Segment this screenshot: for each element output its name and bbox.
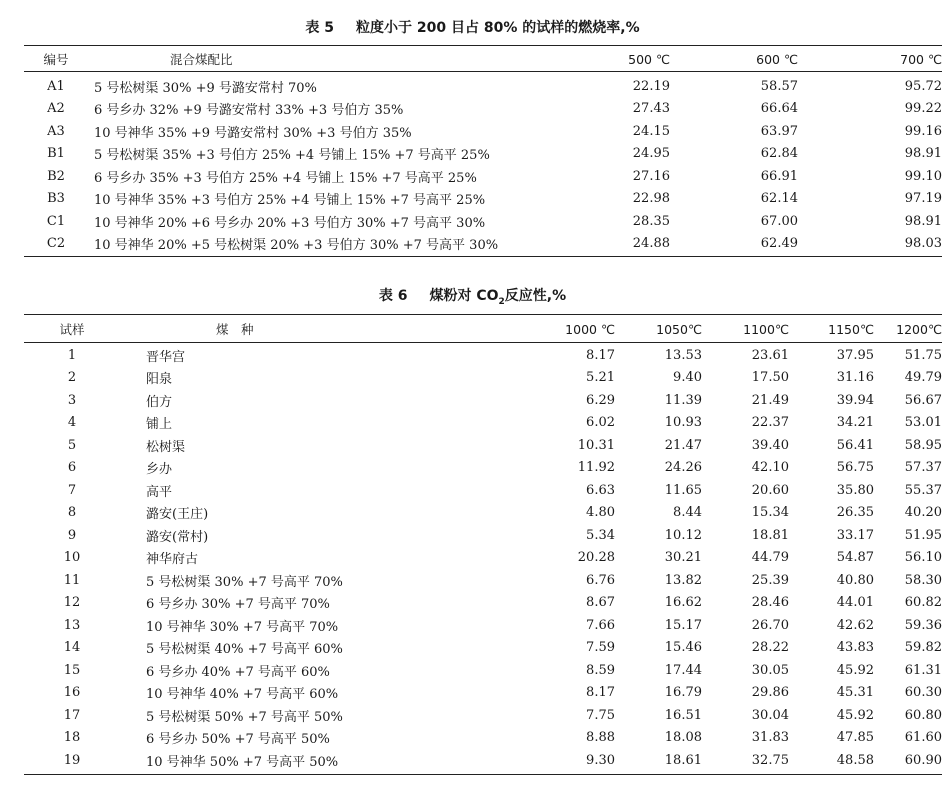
table6-cell-coal: 6 号乡办 40% +7 号高平 60% <box>146 664 330 680</box>
table6-cell-t1050: 18.61 <box>664 752 702 768</box>
table6-cell-id: 9 <box>67 527 77 543</box>
table6-cell-t1000: 6.29 <box>586 392 615 408</box>
table-row <box>24 389 942 412</box>
table6-cell-t1050: 16.51 <box>664 707 702 723</box>
table5-cell-t500: 28.35 <box>632 213 670 229</box>
table6-cell-id: 5 <box>67 437 77 453</box>
table6-cell-t1100: 21.49 <box>751 392 789 408</box>
table6-cell-coal: 5 号松树渠 40% +7 号高平 60% <box>146 642 343 658</box>
table6-cell-t1200: 61.31 <box>904 662 942 678</box>
table6-cell-t1000: 8.59 <box>586 662 615 678</box>
table6-cell-t1200: 40.20 <box>904 505 942 521</box>
table6-cell-id: 12 <box>63 595 81 611</box>
table-row <box>24 188 942 211</box>
table5-cell-t700: 99.16 <box>904 123 942 139</box>
table6-cell-t1000: 11.92 <box>577 460 615 476</box>
table6-cell-t1150: 56.75 <box>836 460 874 476</box>
table6-cell-t1200: 56.10 <box>904 550 942 566</box>
table6-cell-t1200: 60.30 <box>904 685 942 701</box>
table5-cell-t600: 63.97 <box>760 123 798 139</box>
table6-cell-t1000: 6.63 <box>586 482 615 498</box>
table5-top-rule <box>24 45 942 46</box>
table6-header-1100: 1100℃ <box>743 321 789 337</box>
table5-title: 粒度小于 200 目占 80% 的试样的燃烧率,% <box>356 20 640 36</box>
table6-cell-t1150: 45.92 <box>836 707 874 723</box>
table6-cell-coal: 潞安(常村) <box>146 529 209 545</box>
table5-header-600: 600 ℃ <box>756 51 798 67</box>
table6-cell-coal: 10 号神华 30% +7 号高平 70% <box>146 619 339 635</box>
table6-cell-t1100: 28.22 <box>751 640 789 656</box>
table-row <box>24 547 942 570</box>
table5-cell-t700: 98.91 <box>904 213 942 229</box>
table5-cell-id: A1 <box>47 78 65 94</box>
table-row <box>24 682 942 705</box>
table6-cell-t1150: 34.21 <box>836 415 874 431</box>
table-row <box>24 524 942 547</box>
table5-caption <box>0 17 945 37</box>
table5-cell-t600: 67.00 <box>760 213 798 229</box>
table-row <box>24 165 942 188</box>
table6-cell-id: 11 <box>63 572 81 588</box>
table6-cell-id: 17 <box>63 707 81 723</box>
table6-cell-t1050: 13.82 <box>664 572 702 588</box>
table5-header-500: 500 ℃ <box>628 51 670 67</box>
table-row <box>24 143 942 166</box>
table6-cell-t1200: 58.30 <box>904 572 942 588</box>
table5-header <box>24 48 942 71</box>
table6-label: 表 6 <box>378 288 408 304</box>
table6-title-suffix: 反应性,% <box>504 288 567 304</box>
table6-cell-t1000: 7.59 <box>586 640 615 656</box>
table6-cell-t1000: 4.80 <box>586 505 615 521</box>
table6-cell-id: 19 <box>63 752 81 768</box>
table6-cell-t1150: 26.35 <box>836 505 874 521</box>
table5-cell-mix: 6 号乡办 35% +3 号伯方 25% +4 号铺上 15% +7 号高平 25% <box>94 170 477 186</box>
table6-cell-coal: 高平 <box>146 484 173 500</box>
table5-header-mix: 混合煤配比 <box>170 52 233 68</box>
table6-cell-t1100: 22.37 <box>751 415 789 431</box>
table6-cell-t1050: 8.44 <box>673 505 702 521</box>
table6-cell-t1100: 18.81 <box>751 527 789 543</box>
table6-cell-t1050: 15.46 <box>664 640 702 656</box>
table6-cell-t1150: 37.95 <box>836 347 874 363</box>
table6-cell-id: 10 <box>63 550 81 566</box>
table-row <box>24 233 942 256</box>
table6-cell-t1000: 7.66 <box>586 617 615 633</box>
table6-cell-coal: 伯方 <box>146 394 173 410</box>
table6-cell-t1050: 21.47 <box>664 437 702 453</box>
table-row <box>24 614 942 637</box>
table-row <box>24 367 942 390</box>
table6-cell-t1100: 30.05 <box>751 662 789 678</box>
table5-cell-mix: 10 号神华 20% +5 号松树渠 20% +3 号伯方 30% +7 号高平 30% <box>94 238 499 254</box>
table6-cell-coal: 阳泉 <box>146 372 173 388</box>
table6-cell-t1000: 9.30 <box>586 752 615 768</box>
table6-cell-t1100: 31.83 <box>751 730 789 746</box>
table6-header-1050: 1050℃ <box>656 321 702 337</box>
table6-cell-t1000: 6.76 <box>586 572 615 588</box>
table6-cell-t1050: 13.53 <box>664 347 702 363</box>
table6-top-rule <box>24 314 942 315</box>
table6-cell-t1200: 51.75 <box>904 347 942 363</box>
table5-cell-t600: 62.49 <box>760 236 798 252</box>
table6-cell-t1150: 47.85 <box>836 730 874 746</box>
table6-cell-t1050: 10.12 <box>664 527 702 543</box>
table6-cell-t1000: 10.31 <box>577 437 615 453</box>
table6-cell-id: 16 <box>63 685 81 701</box>
table6-cell-t1050: 18.08 <box>664 730 702 746</box>
table6-cell-coal: 6 号乡办 30% +7 号高平 70% <box>146 597 330 613</box>
table-row <box>24 479 942 502</box>
table5-header-id: 编号 <box>43 52 69 68</box>
table6-header-1150: 1150℃ <box>828 321 874 337</box>
table5-label: 表 5 <box>305 20 335 36</box>
table-row <box>24 727 942 750</box>
table6-cell-id: 3 <box>67 392 77 408</box>
table5-cell-t500: 22.98 <box>632 191 670 207</box>
table6-cell-coal: 6 号乡办 50% +7 号高平 50% <box>146 732 330 748</box>
table6-cell-t1100: 44.79 <box>751 550 789 566</box>
table6-cell-coal: 10 号神华 40% +7 号高平 60% <box>146 687 339 703</box>
table-row <box>24 637 942 660</box>
table-row <box>24 434 942 457</box>
table5-cell-mix: 5 号松树渠 35% +3 号伯方 25% +4 号铺上 15% +7 号高平 25% <box>94 148 490 164</box>
table6-cell-t1000: 5.34 <box>586 527 615 543</box>
table6-cell-coal: 10 号神华 50% +7 号高平 50% <box>146 754 339 770</box>
table6-cell-t1200: 61.60 <box>904 730 942 746</box>
table-row <box>24 75 942 98</box>
table6-cell-t1200: 60.82 <box>904 595 942 611</box>
table6-cell-coal: 5 号松树渠 30% +7 号高平 70% <box>146 574 343 590</box>
table5-cell-t500: 24.88 <box>632 236 670 252</box>
table6-cell-t1000: 5.21 <box>586 370 615 386</box>
table6-cell-t1000: 6.02 <box>586 415 615 431</box>
table6-cell-id: 18 <box>63 730 81 746</box>
table6-cell-t1200: 55.37 <box>904 482 942 498</box>
table5-header-700: 700 ℃ <box>900 51 942 67</box>
table6-cell-t1100: 20.60 <box>751 482 789 498</box>
table6-cell-t1050: 9.40 <box>673 370 702 386</box>
table6-cell-t1050: 10.93 <box>664 415 702 431</box>
table6-cell-t1050: 16.62 <box>664 595 702 611</box>
table-row <box>24 412 942 435</box>
table-row <box>24 210 942 233</box>
table6-header-id: 试样 <box>59 322 85 338</box>
table6-cell-coal: 5 号松树渠 50% +7 号高平 50% <box>146 709 343 725</box>
table6-cell-t1150: 35.80 <box>836 482 874 498</box>
table-row <box>24 120 942 143</box>
table5-cell-mix: 10 号神华 35% +3 号伯方 25% +4 号铺上 15% +7 号高平 25% <box>94 193 486 209</box>
table6-cell-t1100: 32.75 <box>751 752 789 768</box>
table5-cell-id: A3 <box>47 123 65 139</box>
table-row <box>24 569 942 592</box>
table6-cell-t1000: 7.75 <box>586 707 615 723</box>
table6-cell-coal: 铺上 <box>146 417 173 433</box>
table6-cell-t1150: 45.31 <box>836 685 874 701</box>
table6-cell-id: 8 <box>67 505 77 521</box>
table6-cell-t1100: 28.46 <box>751 595 789 611</box>
table6-header-1000: 1000 ℃ <box>565 321 615 337</box>
table6-cell-t1150: 54.87 <box>836 550 874 566</box>
table6-cell-id: 13 <box>63 617 81 633</box>
table6-header-coal: 煤 种 <box>216 322 254 338</box>
table6-cell-t1200: 59.82 <box>904 640 942 656</box>
table6-cell-t1150: 44.01 <box>836 595 874 611</box>
table5-cell-t600: 62.14 <box>760 191 798 207</box>
table6-cell-coal: 晋华宫 <box>146 349 186 365</box>
table5-cell-mix: 10 号神华 20% +6 号乡办 20% +3 号伯方 30% +7 号高平 30% <box>94 215 486 231</box>
table5-cell-mix: 6 号乡办 32% +9 号潞安常村 33% +3 号伯方 35% <box>94 103 404 119</box>
table6-header-1200: 1200℃ <box>896 321 942 337</box>
table5-cell-t600: 66.91 <box>760 168 798 184</box>
table-row <box>24 704 942 727</box>
table5-cell-id: A2 <box>47 101 65 117</box>
table6-cell-t1050: 17.44 <box>664 662 702 678</box>
table5-cell-t700: 95.72 <box>904 78 942 94</box>
table6-cell-id: 7 <box>67 482 77 498</box>
table6-cell-t1100: 23.61 <box>751 347 789 363</box>
table5-cell-id: B2 <box>47 168 65 184</box>
table6-cell-t1150: 56.41 <box>836 437 874 453</box>
table6-cell-t1100: 15.34 <box>751 505 789 521</box>
table5-cell-t700: 98.91 <box>904 146 942 162</box>
table5-cell-t500: 27.16 <box>632 168 670 184</box>
table6-title-prefix: 煤粉对 CO <box>429 288 499 304</box>
table-row <box>24 98 942 121</box>
table6-bottom-rule <box>24 774 942 775</box>
table6-cell-t1000: 8.67 <box>586 595 615 611</box>
table6-cell-t1150: 43.83 <box>836 640 874 656</box>
table-row <box>24 457 942 480</box>
table5-header-rule <box>24 71 942 72</box>
table6-cell-t1050: 30.21 <box>664 550 702 566</box>
table6-cell-t1050: 11.39 <box>664 392 702 408</box>
table6-body <box>24 344 942 772</box>
table5-cell-t600: 58.57 <box>760 78 798 94</box>
table6-cell-t1200: 59.36 <box>904 617 942 633</box>
table6-cell-t1100: 30.04 <box>751 707 789 723</box>
table6-cell-t1200: 60.90 <box>904 752 942 768</box>
table5-cell-t700: 97.19 <box>904 191 942 207</box>
table6-cell-t1000: 8.88 <box>586 730 615 746</box>
table6-cell-t1200: 57.37 <box>904 460 942 476</box>
table6-cell-id: 15 <box>63 662 81 678</box>
table6-cell-t1100: 26.70 <box>751 617 789 633</box>
table-row <box>24 659 942 682</box>
table-row <box>24 502 942 525</box>
table5-cell-id: C2 <box>46 236 66 252</box>
table6-header-rule <box>24 342 942 343</box>
table6-cell-t1100: 17.50 <box>751 370 789 386</box>
table6-cell-t1150: 48.58 <box>836 752 874 768</box>
table5-body <box>24 75 942 255</box>
table5-cell-mix: 10 号神华 35% +9 号潞安常村 30% +3 号伯方 35% <box>94 125 412 141</box>
table5-cell-t700: 99.22 <box>904 101 942 117</box>
table5-cell-id: B3 <box>47 191 65 207</box>
table6-cell-id: 14 <box>63 640 81 656</box>
table6-cell-t1050: 15.17 <box>664 617 702 633</box>
table6-cell-t1150: 42.62 <box>836 617 874 633</box>
table6-cell-t1100: 42.10 <box>751 460 789 476</box>
table5-bottom-rule <box>24 256 942 257</box>
table6-header <box>24 318 942 341</box>
table6-cell-t1100: 29.86 <box>751 685 789 701</box>
table6-cell-t1200: 51.95 <box>904 527 942 543</box>
table6-cell-t1050: 16.79 <box>664 685 702 701</box>
table6-cell-t1150: 31.16 <box>836 370 874 386</box>
table6-cell-id: 4 <box>67 415 77 431</box>
table6-caption <box>0 285 945 307</box>
table6-cell-t1200: 56.67 <box>904 392 942 408</box>
table6-cell-t1000: 20.28 <box>577 550 615 566</box>
table6-cell-t1000: 8.17 <box>586 685 615 701</box>
table6-cell-t1200: 49.79 <box>904 370 942 386</box>
table6-cell-t1050: 11.65 <box>664 482 702 498</box>
table6-cell-id: 2 <box>67 370 77 386</box>
table-row <box>24 592 942 615</box>
table6-cell-t1100: 25.39 <box>751 572 789 588</box>
table5-cell-t500: 27.43 <box>632 101 670 117</box>
table5-cell-t600: 62.84 <box>760 146 798 162</box>
table6-cell-t1050: 24.26 <box>664 460 702 476</box>
table5-cell-t700: 99.10 <box>904 168 942 184</box>
table-row <box>24 344 942 367</box>
table5-cell-t500: 24.95 <box>632 146 670 162</box>
table6-cell-t1100: 39.40 <box>751 437 789 453</box>
table6-cell-coal: 松树渠 <box>146 439 186 455</box>
table6-cell-t1150: 45.92 <box>836 662 874 678</box>
table6-cell-t1000: 8.17 <box>586 347 615 363</box>
table5-cell-t500: 22.19 <box>632 78 670 94</box>
table6-cell-id: 1 <box>67 347 77 363</box>
table6-cell-t1200: 60.80 <box>904 707 942 723</box>
table6-cell-coal: 神华府古 <box>146 552 199 568</box>
table-row <box>24 749 942 772</box>
table6-title-subscript: 2 <box>498 296 505 307</box>
table6-cell-t1150: 40.80 <box>836 572 874 588</box>
table5-cell-mix: 5 号松树渠 30% +9 号潞安常村 70% <box>94 80 317 96</box>
table5-cell-t500: 24.15 <box>632 123 670 139</box>
table6-cell-id: 6 <box>67 460 77 476</box>
table6-cell-t1200: 58.95 <box>904 437 942 453</box>
table6-cell-t1150: 39.94 <box>836 392 874 408</box>
table6-cell-t1150: 33.17 <box>836 527 874 543</box>
table6-cell-t1200: 53.01 <box>904 415 942 431</box>
table5-cell-id: B1 <box>47 146 65 162</box>
table6-cell-coal: 乡办 <box>146 462 173 478</box>
table6-cell-coal: 潞安(王庄) <box>146 507 209 523</box>
table5-cell-t600: 66.64 <box>760 101 798 117</box>
table5-cell-t700: 98.03 <box>904 236 942 252</box>
table5-cell-id: C1 <box>46 213 66 229</box>
